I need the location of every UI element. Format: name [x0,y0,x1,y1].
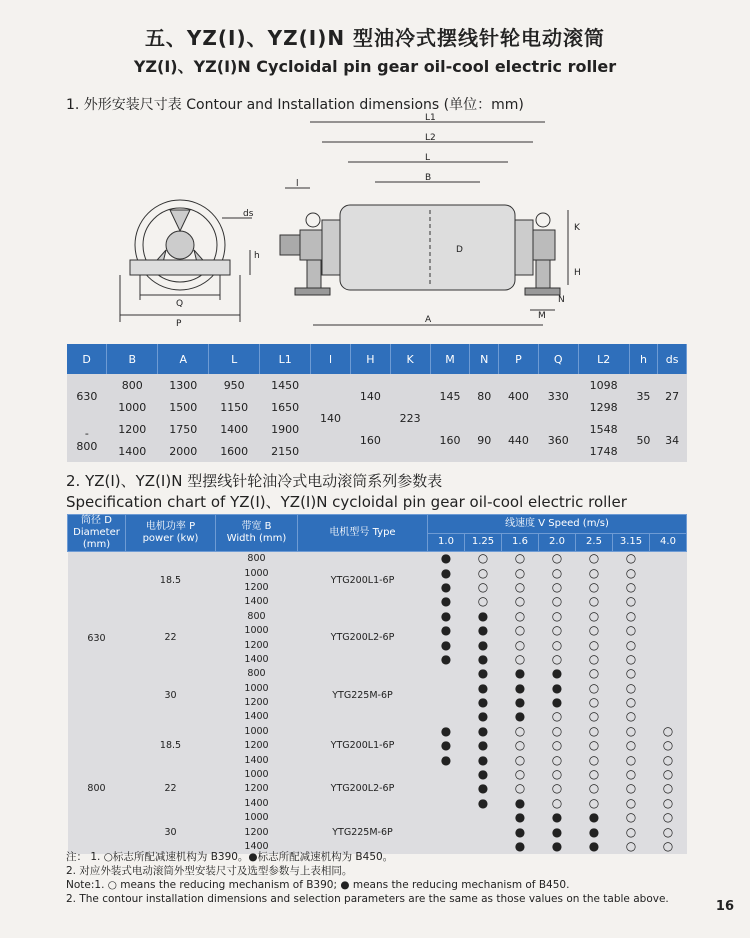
spec-row [68,609,687,623]
dims-header: ds [658,344,687,374]
cell-width: 1400 [216,710,298,724]
title-en: YZ(Ⅰ)、YZ(Ⅰ)N Cycloidal pin gear oil-cool electric roller [133,57,617,76]
filled-circle-icon: ● [428,566,465,580]
dims-header: M [430,344,470,374]
open-circle-icon: ○ [650,782,687,796]
dims-header: h [629,344,658,374]
spec-row [68,724,687,738]
open-circle-icon: ○ [539,595,576,609]
empty-cell [650,638,687,652]
open-circle-icon: ○ [650,811,687,825]
open-circle-icon: ○ [613,839,650,853]
empty-cell [465,811,502,825]
open-circle-icon: ○ [650,753,687,767]
open-circle-icon: ○ [576,595,613,609]
empty-cell [465,825,502,839]
open-circle-icon: ○ [613,552,650,566]
open-circle-icon: ○ [576,710,613,724]
open-circle-icon: ○ [502,767,539,781]
open-circle-icon: ○ [613,566,650,580]
open-circle-icon: ○ [650,825,687,839]
open-circle-icon: ○ [613,710,650,724]
open-circle-icon: ○ [613,609,650,623]
cell-power: 30 [126,811,216,854]
filled-circle-icon: ● [576,839,613,853]
filled-circle-icon: ● [502,667,539,681]
empty-cell [650,609,687,623]
note-line: 注： 1. ○标志所配减速机构为 B390。●标志所配减速机构为 B450。 [66,851,394,863]
speed-col-1: 1.25 [465,533,502,552]
open-circle-icon: ○ [613,724,650,738]
speed-col-6: 4.0 [650,533,687,552]
open-circle-icon: ○ [539,609,576,623]
filled-circle-icon: ● [502,811,539,825]
speed-col-4: 2.5 [576,533,613,552]
open-circle-icon: ○ [539,552,576,566]
label-q: Q [176,299,184,309]
cell-power: 18.5 [126,552,216,610]
cell-motor: YTG200L1-6P [298,552,428,610]
spec-row [68,552,687,566]
dims-header: L2 [578,344,629,374]
filled-circle-icon: ● [502,839,539,853]
filled-circle-icon: ● [428,638,465,652]
filled-circle-icon: ● [465,667,502,681]
cell-power: 18.5 [126,724,216,767]
open-circle-icon: ○ [613,782,650,796]
dims-header: L1 [260,344,311,374]
speed-col-5: 3.15 [613,533,650,552]
open-circle-icon: ○ [576,796,613,810]
section2-heading-cn: 2. YZ(Ⅰ)、YZ(Ⅰ)N 型摆线针轮油冷式电动滚筒系列参数表 [66,472,443,490]
empty-cell [428,695,465,709]
label-n: N [558,295,565,305]
dims-row: - 800 1200 1750 1400 1900 160 160 90 440 360 1548 50 34 [67,418,687,440]
label-l2: L2 [425,133,436,143]
empty-cell [428,681,465,695]
open-circle-icon: ○ [502,566,539,580]
open-circle-icon: ○ [613,825,650,839]
contour-drawing [100,110,660,340]
spec-row [68,667,687,681]
dims-header: A [158,344,209,374]
open-circle-icon: ○ [502,753,539,767]
open-circle-icon: ○ [539,767,576,781]
dims-row: 1400 2000 1600 2150 1748 [67,440,687,462]
section2-heading-en: Specification chart of YZ(Ⅰ)、YZ(Ⅰ)N cycloidal pin gear oil-cool electric roller [66,493,627,511]
filled-circle-icon: ● [465,739,502,753]
open-circle-icon: ○ [576,580,613,594]
open-circle-icon: ○ [539,566,576,580]
label-h: h [254,251,260,261]
open-circle-icon: ○ [650,724,687,738]
label-a: A [425,315,432,325]
spec-row [68,811,687,825]
open-circle-icon: ○ [539,724,576,738]
empty-cell [650,595,687,609]
empty-cell [650,552,687,566]
open-circle-icon: ○ [576,638,613,652]
filled-circle-icon: ● [428,724,465,738]
filled-circle-icon: ● [465,796,502,810]
dims-header: D [67,344,107,374]
dims-header-row [67,344,687,374]
side-view-drawing [280,122,568,325]
filled-circle-icon: ● [539,811,576,825]
cell-width: 1400 [216,753,298,767]
open-circle-icon: ○ [576,652,613,666]
cell-width: 800 [216,667,298,681]
cell-width: 1400 [216,595,298,609]
spec-table [67,514,687,854]
open-circle-icon: ○ [502,595,539,609]
cell-width: 1200 [216,782,298,796]
filled-circle-icon: ● [428,739,465,753]
open-circle-icon: ○ [613,580,650,594]
label-h-big: H [574,268,581,278]
cell-width: 1400 [216,796,298,810]
cell-power: 30 [126,667,216,725]
open-circle-icon: ○ [502,623,539,637]
filled-circle-icon: ● [465,710,502,724]
empty-cell [428,667,465,681]
label-ds: ds [243,209,254,219]
empty-cell [650,667,687,681]
open-circle-icon: ○ [613,638,650,652]
cell-width: 1000 [216,623,298,637]
dimensions-table [67,344,687,462]
cell-power: 22 [126,609,216,667]
open-circle-icon: ○ [576,609,613,623]
label-m: M [538,311,546,321]
open-circle-icon: ○ [650,796,687,810]
open-circle-icon: ○ [502,580,539,594]
filled-circle-icon: ● [539,825,576,839]
filled-circle-icon: ● [465,623,502,637]
label-l-small: l [296,179,299,189]
cell-width: 1000 [216,767,298,781]
open-circle-icon: ○ [613,623,650,637]
filled-circle-icon: ● [539,681,576,695]
empty-cell [428,710,465,724]
open-circle-icon: ○ [613,652,650,666]
open-circle-icon: ○ [539,739,576,753]
cell-width: 800 [216,552,298,566]
label-b: B [425,173,432,183]
open-circle-icon: ○ [576,623,613,637]
open-circle-icon: ○ [539,623,576,637]
dims-header: K [390,344,430,374]
filled-circle-icon: ● [465,753,502,767]
cell-power: 22 [126,767,216,810]
dims-header: L [209,344,260,374]
end-view-drawing [120,200,252,322]
filled-circle-icon: ● [465,695,502,709]
header-power: 电机功率 P power (kw) [126,515,216,552]
cell-motor: YTG200L2-6P [298,609,428,667]
filled-circle-icon: ● [465,609,502,623]
empty-cell [428,811,465,825]
open-circle-icon: ○ [613,753,650,767]
speed-col-3: 2.0 [539,533,576,552]
note-line: Note:1. ○ means the reducing mechanism of B390; ● means the reducing mechanism of B450. [66,879,570,891]
open-circle-icon: ○ [539,638,576,652]
label-l1: L1 [425,113,436,123]
open-circle-icon: ○ [576,767,613,781]
open-circle-icon: ○ [502,724,539,738]
filled-circle-icon: ● [502,825,539,839]
empty-cell [650,652,687,666]
open-circle-icon: ○ [576,552,613,566]
filled-circle-icon: ● [576,825,613,839]
cell-width: 1200 [216,739,298,753]
open-circle-icon: ○ [613,739,650,753]
open-circle-icon: ○ [539,710,576,724]
open-circle-icon: ○ [613,695,650,709]
cell-width: 1200 [216,580,298,594]
filled-circle-icon: ● [502,695,539,709]
open-circle-icon: ○ [576,566,613,580]
filled-circle-icon: ● [465,638,502,652]
empty-cell [650,580,687,594]
open-circle-icon: ○ [576,681,613,695]
cell-width: 1400 [216,839,298,853]
filled-circle-icon: ● [428,609,465,623]
label-l: L [425,153,431,163]
open-circle-icon: ○ [576,782,613,796]
header-diameter: 筒径 D Diameter (mm) [68,515,126,552]
cell-width: 800 [216,609,298,623]
filled-circle-icon: ● [465,681,502,695]
filled-circle-icon: ● [502,681,539,695]
empty-cell [650,566,687,580]
spec-row [68,767,687,781]
dims-header: l [311,344,351,374]
empty-cell [428,782,465,796]
open-circle-icon: ○ [613,767,650,781]
filled-circle-icon: ● [502,710,539,724]
open-circle-icon: ○ [576,753,613,767]
cell-diameter: 630 [68,552,126,725]
open-circle-icon: ○ [502,782,539,796]
dims-header: P [499,344,539,374]
open-circle-icon: ○ [502,609,539,623]
filled-circle-icon: ● [428,580,465,594]
notes [66,850,669,906]
filled-circle-icon: ● [539,695,576,709]
filled-circle-icon: ● [428,623,465,637]
open-circle-icon: ○ [502,652,539,666]
cell-d: 630 [67,374,107,418]
open-circle-icon: ○ [613,595,650,609]
cell-motor: YTG225M-6P [298,667,428,725]
dims-header: H [350,344,390,374]
open-circle-icon: ○ [465,595,502,609]
empty-cell [428,767,465,781]
dims-row: 630 800 1300 950 1450 140 140 223 145 80 400 330 1098 35 27 [67,374,687,396]
dims-header: N [470,344,499,374]
cell-width: 1400 [216,652,298,666]
open-circle-icon: ○ [465,580,502,594]
cell-width: 1000 [216,566,298,580]
label-k: K [574,223,580,233]
empty-cell [428,825,465,839]
cell-width: 1200 [216,825,298,839]
cell-width: 1200 [216,638,298,652]
filled-circle-icon: ● [576,811,613,825]
open-circle-icon: ○ [502,638,539,652]
open-circle-icon: ○ [650,839,687,853]
empty-cell [650,710,687,724]
filled-circle-icon: ● [428,652,465,666]
filled-circle-icon: ● [465,652,502,666]
filled-circle-icon: ● [465,767,502,781]
empty-cell [650,623,687,637]
dims-row: 1000 1500 1150 1650 1298 [67,396,687,418]
filled-circle-icon: ● [539,839,576,853]
open-circle-icon: ○ [465,552,502,566]
open-circle-icon: ○ [576,739,613,753]
filled-circle-icon: ● [465,724,502,738]
open-circle-icon: ○ [576,724,613,738]
filled-circle-icon: ● [428,552,465,566]
note-line: 2. 对应外装式电动滚筒外型安装尺寸及选型参数与上表相同。 [66,865,353,877]
open-circle-icon: ○ [613,796,650,810]
dims-header: Q [538,344,578,374]
open-circle-icon: ○ [650,739,687,753]
open-circle-icon: ○ [613,681,650,695]
dims-header: B [107,344,158,374]
open-circle-icon: ○ [613,667,650,681]
cell-diameter: 800 [68,724,126,854]
speed-col-2: 1.6 [502,533,539,552]
open-circle-icon: ○ [613,811,650,825]
filled-circle-icon: ● [428,595,465,609]
page-number: 16 [715,899,734,914]
cell-motor: YTG200L1-6P [298,724,428,767]
open-circle-icon: ○ [539,753,576,767]
header-width: 带宽 B Width (mm) [216,515,298,552]
open-circle-icon: ○ [650,767,687,781]
cell-motor: YTG200L2-6P [298,767,428,810]
title-cn: 五、YZ(Ⅰ)、YZ(Ⅰ)N 型油冷式摆线针轮电动滚筒 [144,26,606,50]
cell-width: 1200 [216,695,298,709]
open-circle-icon: ○ [576,695,613,709]
section1-heading: 1. 外形安装尺寸表 Contour and Installation dimensions (单位：mm) [66,97,524,113]
open-circle-icon: ○ [465,566,502,580]
open-circle-icon: ○ [539,580,576,594]
open-circle-icon: ○ [539,782,576,796]
label-d: D [456,245,463,255]
empty-cell [650,681,687,695]
open-circle-icon: ○ [539,796,576,810]
empty-cell [650,695,687,709]
cell-width: 1000 [216,811,298,825]
speed-col-0: 1.0 [428,533,465,552]
open-circle-icon: ○ [502,552,539,566]
open-circle-icon: ○ [539,652,576,666]
cell-width: 1000 [216,681,298,695]
label-p: P [176,319,182,329]
spec-body [68,552,687,854]
open-circle-icon: ○ [576,667,613,681]
empty-cell [428,796,465,810]
filled-circle-icon: ● [428,753,465,767]
open-circle-icon: ○ [502,739,539,753]
header-motor: 电机型号 Type [298,515,428,552]
header-speed: 线速度 V Speed (m/s) [428,515,687,534]
cell-width: 1000 [216,724,298,738]
cell-motor: YTG225M-6P [298,811,428,854]
note-line: 2. The contour installation dimensions and selection parameters are the same as those values on the table above. [66,893,669,905]
filled-circle-icon: ● [502,796,539,810]
filled-circle-icon: ● [465,782,502,796]
filled-circle-icon: ● [539,667,576,681]
